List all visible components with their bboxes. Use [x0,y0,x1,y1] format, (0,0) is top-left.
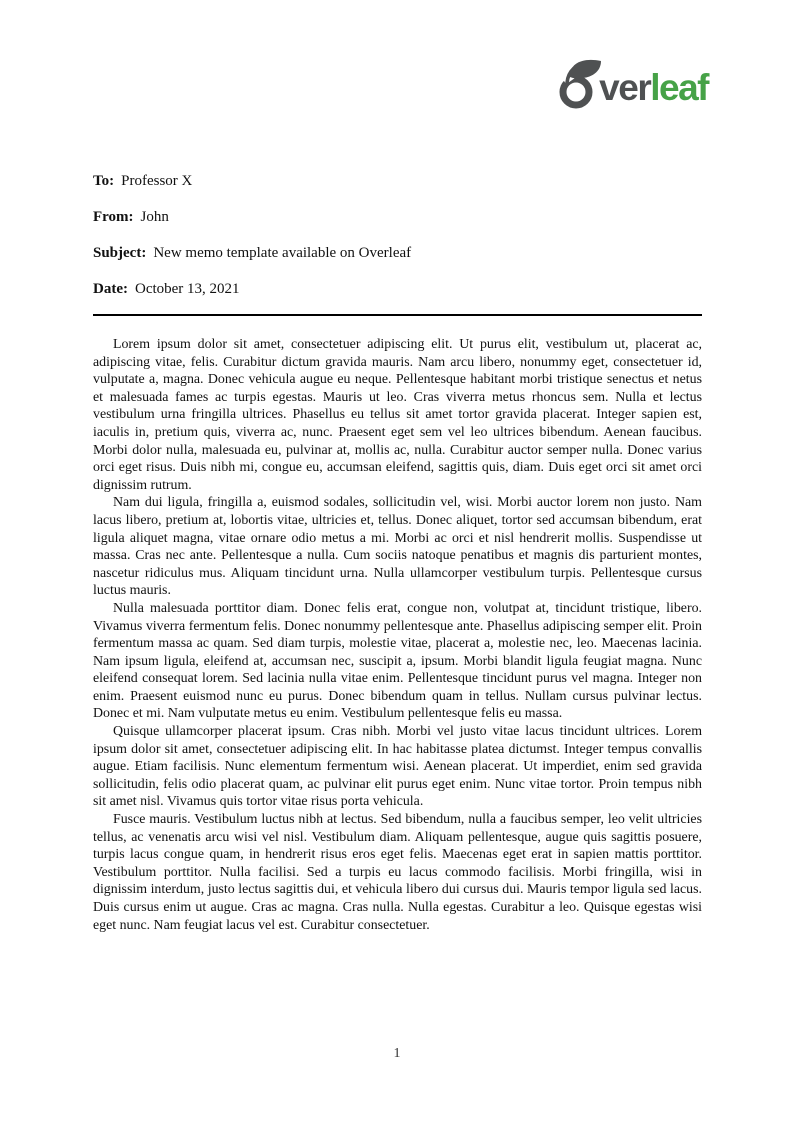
body-paragraph-5: Fusce mauris. Vestibulum luctus nibh at lectus. Sed bibendum, nulla a faucibus semper, leo velit ultricies tellus, ac venenatis arcu wisi vel nisl. Vestibulum diam. Aliquam pellentesque, augue quis sagittis posuere, turpis lacus congue quam, in hendrerit risus eros eget felis. Maecenas eget erat in sapien mattis porttitor. Vestibulum porttitor. Nulla facilisi. Sed a turpis eu lacus commodo facilisis. Morbi fringilla, wisi in dignissim interdum, justo lectus sagittis dui, et vehicula libero dui cursus dui. Mauris tempor ligula sed lacus. Duis cursus enim ut augue. Cras ac magna. Cras nulla. Nulla egestas. Curabitur a leo. Quisque egestas wisi eget nunc. Nam feugiat lacus vel est. Curabitur consectetuer. [93,812,702,933]
body-paragraph-2: Nam dui ligula, fringilla a, euismod sodales, sollicitudin vel, wisi. Morbi auctor lorem non justo. Nam lacus libero, pretium at, lobortis vitae, ultricies et, tellus. Donec aliquet, tortor sed accumsan bibendum, erat ligula aliquet magna, vitae ornare odio metus a mi. Morbi ac orci et nisl hendrerit mollis. Suspendisse ut massa. Cras nec ante. Pellentesque a nulla. Cum sociis natoque penatibus et magnis dis parturient montes, nascetur ridiculus mus. Aliquam tincidunt urna. Nulla ullamcorper vestibulum turpis. Pellentesque cursus luctus mauris. [93,495,702,599]
field-to [93,172,703,190]
field-date-value: October 13, 2021 [134,281,240,297]
memo-body [93,336,702,1042]
overleaf-logo [556,58,708,110]
field-to-label: To: [93,173,115,189]
body-paragraph-4: Quisque ullamcorper placerat ipsum. Cras nibh. Morbi vel justo vitae lacus tincidunt ultrices. Lorem ipsum dolor sit amet, consectetuer adipiscing elit. In hac habitasse platea dictumst. Integer tempus convallis augue. Etiam facilisis. Nunc elementum fermentum wisi. Aenean placerat. Ut imperdiet, enim sed gravida sollicitudin, felis odio placerat quam, ac pulvinar elit purus eget enim. Nunc vitae tortor. Proin tempus nibh sit amet nisl. Vivamus quis tortor vitae risus porta vehicula. [93,724,702,810]
field-date [93,280,703,298]
field-subject-label: Subject: [93,245,147,261]
logo-word-mid: ver [599,67,651,108]
header-divider [93,314,702,316]
body-paragraph-3: Nulla malesuada porttitor diam. Donec felis erat, congue non, volutpat at, tincidunt tristique, libero. Vivamus viverra fermentum felis. Donec nonummy pellentesque ante. Phasellus adipiscing semper elit. Proin fermentum massa ac quam. Sed diam turpis, molestie vitae, placerat a, molestie nec, leo. Maecenas lacinia. Nam ipsum ligula, eleifend at, accumsan nec, suscipit a, ipsum. Morbi blandit ligula feugiat magna. Nunc eleifend consequat lorem. Sed lacinia nulla vitae enim. Pellentesque tincidunt purus vel magna. Integer non enim. Praesent euismod nunc eu purus. Donec bibendum quam in tellus. Nullam cursus pulvinar lectus. Donec et mi. Nam vulputate metus eu enim. Vestibulum pellentesque felis eu massa. [93,600,702,722]
field-from-label: From: [93,209,134,225]
logo-word-end: leaf [650,67,708,108]
field-from [93,208,703,226]
page-number: 1 [393,1046,401,1061]
body-paragraph-1: Lorem ipsum dolor sit amet, consectetuer adipiscing elit. Ut purus elit, vestibulum ut, placerat ac, adipiscing vitae, felis. Curabitur dictum gravida mauris. Nam arcu libero, nonummy eget, consectetuer id, vulputate a, magna. Donec vehicula augue eu neque. Pellentesque habitant morbi tristique senectus et netus et malesuada fames ac turpis egestas. Mauris ut leo. Cras viverra metus rhoncus sem. Nulla et lectus vestibulum urna fringilla ultrices. Phasellus eu tellus sit amet tortor gravida placerat. Integer sapien est, iaculis in, pretium quis, viverra ac, nunc. Praesent eget sem vel leo ultrices bibendum. Aenean faucibus. Morbi dolor nulla, malesuada eu, pulvinar at, mollis ac, nulla. Curabitur auctor semper nulla. Donec varius orci eget risus. Duis nibh mi, congue eu, accumsan eleifend, sagittis quis, diam. Duis eget orci sit amet orci dignissim rutrum. [93,337,702,493]
field-subject-value: New memo template available on Overleaf [153,245,412,261]
field-to-value: Professor X [121,173,193,189]
memo-header [93,172,703,316]
field-from-value: John [140,209,169,225]
field-date-label: Date: [93,281,128,297]
field-subject [93,244,703,262]
overleaf-o-leaf-icon [556,58,602,110]
